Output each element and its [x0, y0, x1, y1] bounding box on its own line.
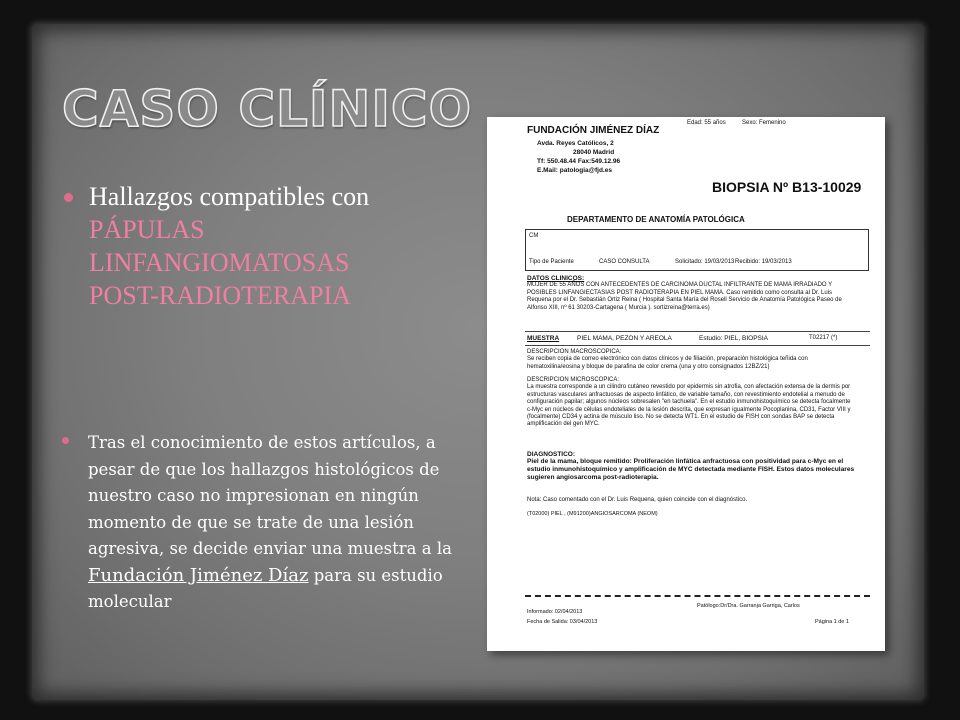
findings-highlight-3: POST-RADIOTERAPIA: [89, 281, 351, 310]
doc-estudio: Estudio: PIEL, BIOPSIA: [699, 335, 769, 342]
doc-department: DEPARTAMENTO DE ANATOMÍA PATOLÓGICA: [567, 215, 745, 224]
doc-dashed-divider: [525, 595, 870, 597]
doc-section-title: DESCRIPCION MACROSCOPICA:: [527, 349, 622, 355]
doc-micro-text: La muestra corresponde a un cilindro cutáneo revestido por epidermis sin atrofia, con afectación extensa de la dermis por estructuras vasculares anfractuosas de aspecto linfático, de variable tamaño, con revestimiento endotelial a menudo de configuración papilar; algunos núcleos sobresalen "en tachuela". En el estudio inmunohistoquímico se detecta focalmente c-Myc en núcleos de células endoteliales de la lesión descrita, que expresan igualmente Pocoplanina, CD31, Factor VIII y (focalmente) CD34 y actina de músculo liso. No se detecta WT1. En el estudio de FISH con sondas BAP se detecta amplificación del gen MYC.: [527, 384, 851, 428]
slide-title: CASO CLÍNICO: [62, 80, 473, 138]
doc-organization: FUNDACIÓN JIMÉNEZ DÍAZ: [527, 125, 660, 136]
doc-recibido: Recibido: 19/03/2013: [735, 259, 792, 265]
doc-section-title: DESCRIPCION MICROSCOPICA:: [527, 377, 620, 383]
doc-macro: [527, 349, 857, 371]
doc-divider: [525, 345, 870, 346]
bullet-dot-icon: [64, 193, 73, 202]
bullet-molecular-text: [88, 430, 472, 616]
doc-macro-text: Se reciben copia de correo electrónico con datos clínicos y de filiación, preparación histológica teñida con hematoxilina/eosina y bloque de parafina de color crema (una y otro consignados 12BZ/21): [527, 356, 808, 370]
doc-clinical-text: MUJER DE 55 AÑOS CON ANTECEDENTES DE CARCINOMA DUCTAL INFILTRANTE DE MAMA IRRADIADO Y POSIBLES LINFANGIECTASIAS POST RADIOTERAPIA EN PIEL MAMA. Caso remitido como consulta al Dr. Luis Requena por el Dr. Sebastián Ortiz Reina ( Hospital Santa María del Rosell Servicio de Anatomía Patológica Paseo de Alfonso XIII, nº 61 30203-Cartagena ( Murcia ). sortizreina@terra.es): [527, 282, 842, 311]
doc-sexo: Sexo: Femenino: [742, 120, 786, 126]
findings-lead: Hallazgos compatibles con: [89, 182, 370, 211]
molecular-text-before: Tras el conocimiento de estos artículos, a pesar de que los hallazgos histológicos de nuestro caso no impresionan en ningún momento de que se trate de una lesión agresiva, se decide enviar una muestra a la: [88, 433, 452, 558]
doc-consulta: CASO CONSULTA: [599, 259, 650, 265]
biopsy-report-image: [487, 117, 885, 651]
bullet-dot-icon: [62, 437, 69, 444]
doc-diagnosis: [527, 451, 857, 482]
doc-divider: [525, 331, 870, 332]
doc-code: T02217 (*): [809, 335, 838, 341]
findings-highlight-2: LINFANGIOMATOSAS: [89, 248, 350, 277]
doc-address-line: 28040 Madrid: [573, 149, 615, 156]
doc-informado: Informado: 02/04/2013: [527, 609, 583, 615]
doc-section-title: DATOS CLINICOS:: [527, 275, 585, 282]
fundacion-link[interactable]: Fundación Jiménez Díaz: [88, 564, 309, 586]
doc-edad: Edad: 55 años: [687, 120, 726, 126]
doc-diagnosis-text: Piel de la mama, bloque remitido: Proliferación linfática anfractuosa con positividad para c-Myc en el estudio inmunohistoquímico y amplificación de MYC detectada mediante FISH. Estos datos moleculares sugieren angiosarcoma post-radioterapia.: [527, 458, 855, 482]
molecular-text-after: para su estudio molecular: [88, 565, 443, 611]
doc-muestra-value: PIEL MAMA, PEZON Y AREOLA: [577, 335, 672, 342]
doc-cm: CM: [529, 233, 539, 239]
doc-address-line: Avda. Reyes Católicos, 2: [537, 140, 614, 147]
bullet-findings: [64, 180, 464, 312]
doc-address-line: Tf: 550.48.44 Fax:549.12.96: [537, 158, 621, 165]
doc-section-title: DIAGNOSTICO:: [527, 451, 576, 458]
findings-highlight-1: PÁPULAS: [89, 215, 205, 244]
doc-page: Página 1 de 1: [815, 619, 849, 625]
doc-note: Nota: Caso comentado con el Dr. Luis Requena, quien coincide con el diagnóstico.: [527, 497, 748, 503]
doc-biopsy-number: BIOPSIA Nº B13-10029: [712, 179, 862, 195]
doc-micro: [527, 377, 857, 429]
doc-address: [537, 139, 620, 175]
bullet-molecular-study: [62, 430, 472, 616]
doc-solicitado: Solicitado: 19/03/2013: [675, 259, 735, 265]
doc-patient-type: Tipo de Paciente: [529, 259, 574, 265]
doc-pathologist: Patólogo:Dr/Dra. Garranja Garriga, Carlos: [697, 603, 800, 609]
bullet-findings-text: [89, 180, 464, 312]
doc-muestra-label: MUESTRA: [527, 335, 560, 342]
doc-clinical-data: [527, 275, 857, 312]
doc-salida: Fecha de Salida: 03/04/2013: [527, 619, 598, 625]
doc-address-line: E.Mail: patologia@fjd.es: [537, 167, 612, 174]
doc-codes: (T02000) PIEL , (M91200)ANGIOSARCOMA (NEOM): [527, 511, 658, 517]
